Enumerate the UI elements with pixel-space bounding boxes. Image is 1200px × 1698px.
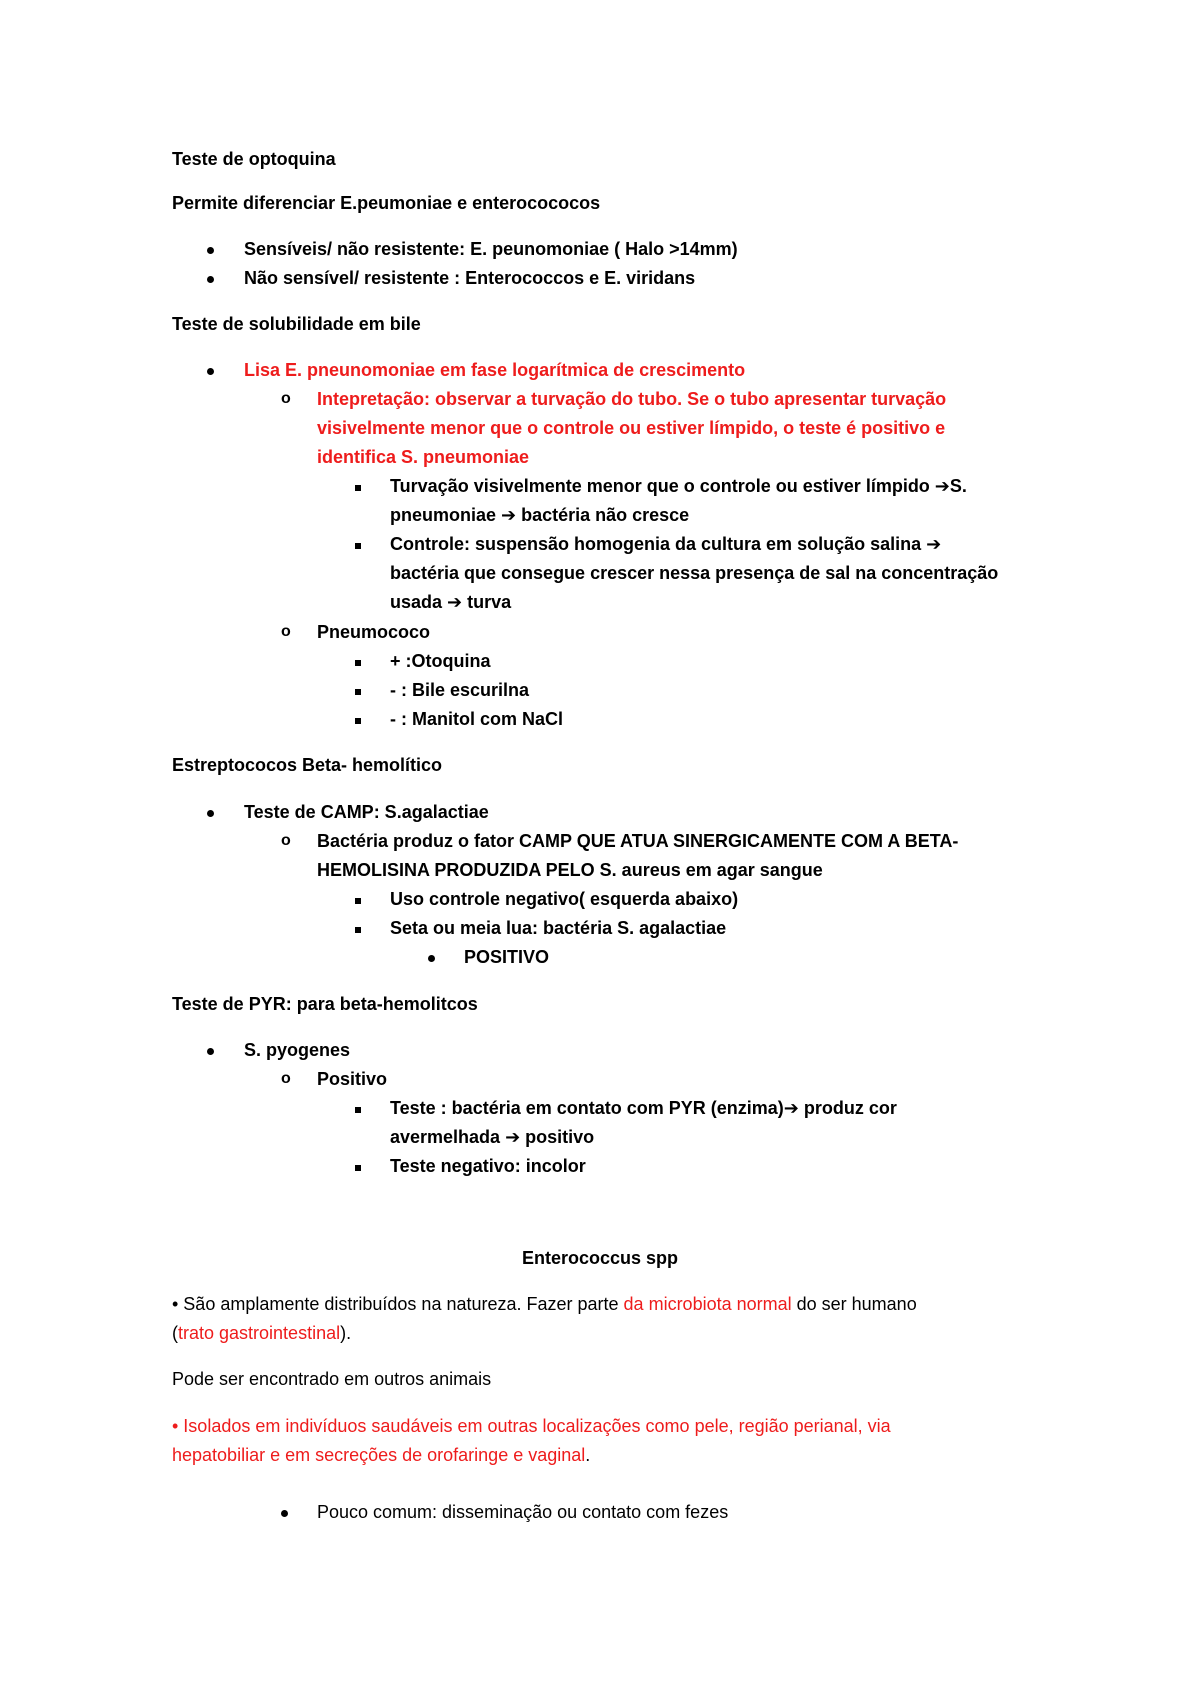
highlight-trato: trato gastrointestinal	[178, 1323, 341, 1343]
heading-optoquina: Teste de optoquina	[172, 149, 336, 169]
list-item-sensiveis: Sensíveis/ não resistente: E. peunomoniae ( Halo >14mm)	[244, 239, 738, 259]
bullet-square-icon	[355, 707, 361, 731]
bullet-square-icon	[355, 916, 361, 940]
list-item-fator-camp-2: HEMOLISINA PRODUZIDA PELO S. aureus em agar sangue	[317, 860, 823, 880]
bullet-dot-icon	[207, 237, 214, 261]
text-run: do ser humano	[791, 1294, 917, 1314]
bullet-square-icon	[355, 1096, 361, 1120]
heading-enterococcus: Enterococcus spp	[521, 1248, 679, 1268]
list-item-fator-camp-1: Bactéria produz o fator CAMP QUE ATUA SINERGICAMENTE COM A BETA-	[317, 831, 959, 851]
text-run: (	[172, 1323, 178, 1343]
bullet-square-icon	[355, 1154, 361, 1178]
list-item-intepretacao-1: Intepretação: observar a turvação do tubo. Se o tubo apresentar turvação	[317, 389, 947, 409]
bullet-circle-icon: o	[281, 390, 291, 407]
paragraph-outros-animais: Pode ser encontrado em outros animais	[172, 1369, 492, 1389]
list-item-positivo-camp: POSITIVO	[464, 947, 550, 967]
list-item-nao-sensivel: Não sensível/ resistente : Enterococcos e E. viridans	[244, 268, 696, 288]
list-item-intepretacao-3: identifica S. pneumoniae	[317, 447, 530, 467]
list-item-otoquina: + :Otoquina	[390, 651, 491, 671]
list-item-manitol: - : Manitol com NaCl	[390, 709, 564, 729]
highlight-microbiota: da microbiota normal	[623, 1294, 792, 1314]
list-item-intepretacao-2: visivelmente menor que o controle ou estiver límpido, o teste é positivo e	[317, 418, 946, 438]
list-item-positivo-pyr: Positivo	[317, 1069, 388, 1089]
bullet-circle-icon: o	[281, 623, 291, 640]
bullet-dot-icon	[281, 1500, 288, 1524]
list-item-bile: - : Bile escurilna	[390, 680, 530, 700]
list-item-controle-3: usada ➔ turva	[390, 592, 512, 612]
text-run: .	[585, 1445, 591, 1465]
list-item-pyogenes: S. pyogenes	[244, 1040, 351, 1060]
paragraph-isolados-1: • Isolados em indivíduos saudáveis em outras localizações como pele, região perianal, via	[172, 1416, 891, 1436]
list-item-pouco-comum: Pouco comum: disseminação ou contato com fezes	[317, 1502, 729, 1522]
list-item-controle-2: bactéria que consegue crescer nessa presença de sal na concentração	[390, 563, 999, 583]
list-item-controle-1: Controle: suspensão homogenia da cultura em solução salina ➔	[390, 534, 942, 554]
list-item-lisa: Lisa E. pneunomoniae em fase logarítmica de crescimento	[244, 360, 746, 380]
list-item-controle-negativo: Uso controle negativo( esquerda abaixo)	[390, 889, 739, 909]
bullet-dot-icon	[207, 1038, 214, 1062]
heading-pyr: Teste de PYR: para beta-hemolitcos	[172, 994, 478, 1014]
bullet-square-icon	[355, 474, 361, 498]
paragraph-isolados-2	[172, 1443, 590, 1467]
list-item-teste-pyr-1: Teste : bactéria em contato com PYR (enzima)➔ produz cor	[390, 1098, 897, 1118]
text-optoquina-intro: Permite diferenciar E.peumoniae e enterocococos	[172, 193, 601, 213]
list-item-turvacao-2: pneumoniae ➔ bactéria não cresce	[390, 505, 690, 525]
list-item-teste-pyr-2: avermelhada ➔ positivo	[390, 1127, 595, 1147]
bullet-dot-icon	[207, 266, 214, 290]
bullet-square-icon	[355, 887, 361, 911]
bullet-square-icon	[355, 532, 361, 556]
heading-solubilidade: Teste de solubilidade em bile	[172, 314, 421, 334]
bullet-dot-icon	[207, 358, 214, 382]
list-item-turvacao-1: Turvação visivelmente menor que o controle ou estiver límpido ➔S.	[390, 476, 967, 496]
list-item-pneumococo: Pneumococo	[317, 622, 431, 642]
list-item-seta: Seta ou meia lua: bactéria S. agalactiae	[390, 918, 727, 938]
list-item-teste-negativo: Teste negativo: incolor	[390, 1156, 586, 1176]
bullet-circle-icon: o	[281, 832, 291, 849]
heading-estreptococos: Estreptococos Beta- hemolítico	[172, 755, 443, 775]
bullet-square-icon	[355, 678, 361, 702]
list-item-camp: Teste de CAMP: S.agalactiae	[244, 802, 489, 822]
text-run: • São amplamente distribuídos na natureza. Fazer parte	[172, 1294, 624, 1314]
text-run: ).	[340, 1323, 352, 1343]
text-run: hepatobiliar e em secreções de orofaringe e vaginal	[172, 1445, 586, 1465]
paragraph-distribuidos-1	[172, 1292, 917, 1316]
paragraph-distribuidos-2	[172, 1321, 351, 1345]
bullet-square-icon	[355, 649, 361, 673]
bullet-dot-icon	[428, 945, 435, 969]
bullet-dot-icon	[207, 800, 214, 824]
bullet-circle-icon: o	[281, 1070, 291, 1087]
